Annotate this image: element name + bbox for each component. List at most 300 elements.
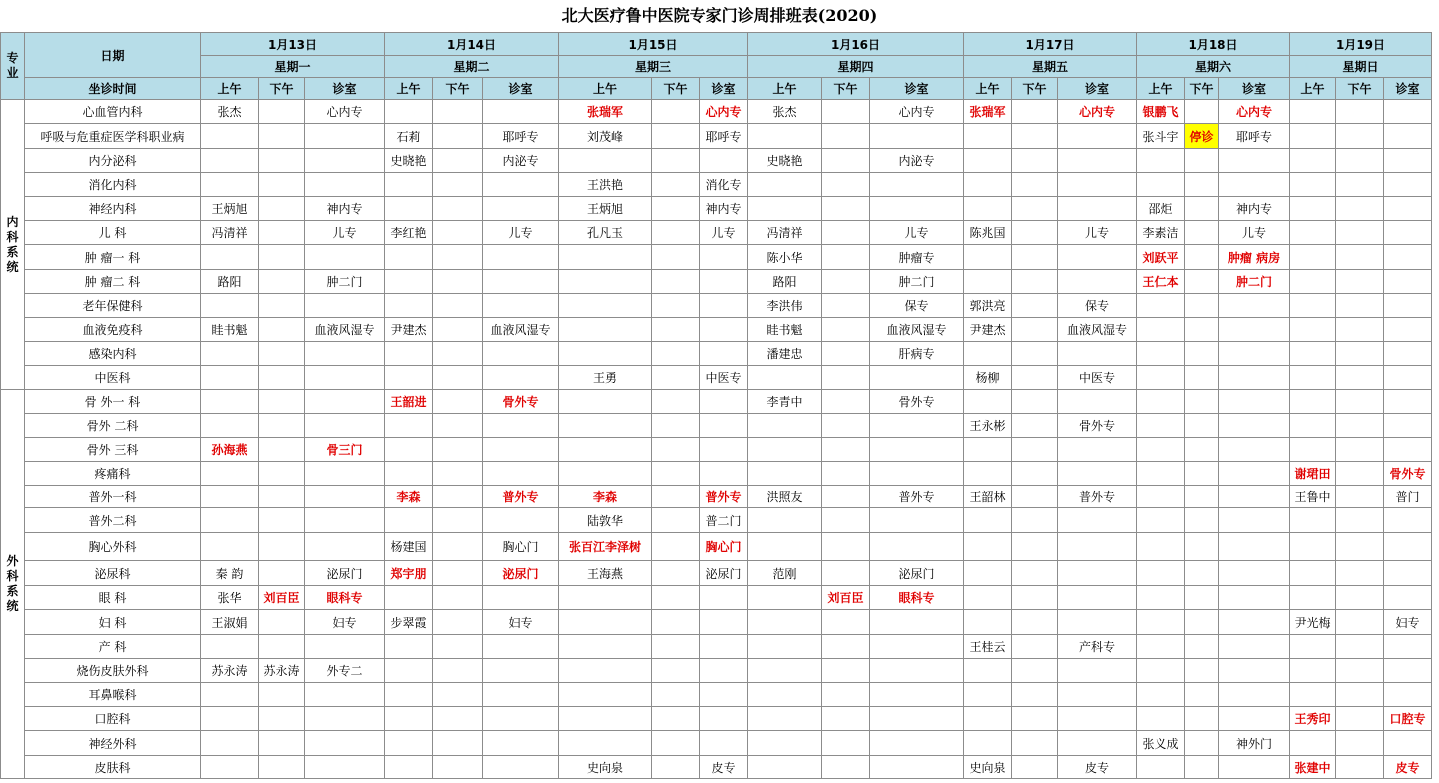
department-cell[interactable]: 疼痛科 bbox=[25, 462, 201, 486]
schedule-cell[interactable] bbox=[1336, 221, 1384, 245]
department-cell[interactable]: 骨 外一 科 bbox=[25, 390, 201, 414]
schedule-cell[interactable] bbox=[1384, 100, 1432, 124]
schedule-cell[interactable] bbox=[201, 508, 259, 533]
schedule-cell[interactable] bbox=[700, 659, 748, 683]
schedule-cell[interactable] bbox=[870, 366, 964, 390]
schedule-cell[interactable] bbox=[748, 124, 822, 149]
schedule-cell[interactable] bbox=[1219, 149, 1290, 173]
schedule-cell[interactable]: 李素洁 bbox=[1137, 221, 1185, 245]
schedule-cell[interactable] bbox=[870, 635, 964, 659]
schedule-cell[interactable]: 皮专 bbox=[1058, 756, 1137, 779]
schedule-cell[interactable]: 胸心门 bbox=[483, 533, 559, 561]
schedule-cell[interactable] bbox=[1058, 533, 1137, 561]
schedule-cell[interactable] bbox=[964, 610, 1012, 635]
schedule-cell[interactable] bbox=[1012, 270, 1058, 294]
schedule-cell[interactable] bbox=[748, 756, 822, 779]
schedule-cell[interactable] bbox=[1137, 414, 1185, 438]
slot-header-cell[interactable]: 诊室 bbox=[700, 78, 748, 100]
date-cell[interactable]: 1月16日 bbox=[748, 33, 964, 56]
schedule-cell[interactable] bbox=[700, 586, 748, 610]
schedule-cell[interactable] bbox=[1384, 221, 1432, 245]
schedule-cell[interactable] bbox=[870, 414, 964, 438]
department-cell[interactable]: 呼吸与危重症医学科职业病 bbox=[25, 124, 201, 149]
time-header[interactable]: 坐诊时间 bbox=[25, 78, 201, 100]
slot-header-cell[interactable]: 下午 bbox=[822, 78, 870, 100]
schedule-cell[interactable] bbox=[385, 294, 433, 318]
schedule-cell[interactable] bbox=[305, 462, 385, 486]
schedule-cell[interactable]: 消化专 bbox=[700, 173, 748, 197]
schedule-cell[interactable] bbox=[652, 270, 700, 294]
schedule-cell[interactable] bbox=[964, 508, 1012, 533]
slot-header-cell[interactable]: 上午 bbox=[1290, 78, 1336, 100]
schedule-cell[interactable] bbox=[870, 438, 964, 462]
slot-header-cell[interactable]: 上午 bbox=[559, 78, 652, 100]
schedule-cell[interactable]: 儿专 bbox=[870, 221, 964, 245]
schedule-cell[interactable] bbox=[259, 683, 305, 707]
schedule-cell[interactable]: 孔凡玉 bbox=[559, 221, 652, 245]
schedule-cell[interactable] bbox=[964, 561, 1012, 586]
schedule-cell[interactable] bbox=[201, 731, 259, 756]
schedule-cell[interactable] bbox=[700, 707, 748, 731]
schedule-cell[interactable] bbox=[433, 683, 483, 707]
schedule-cell[interactable] bbox=[1137, 756, 1185, 779]
schedule-cell[interactable] bbox=[870, 731, 964, 756]
schedule-cell[interactable] bbox=[483, 197, 559, 221]
schedule-cell[interactable] bbox=[305, 486, 385, 508]
schedule-cell[interactable]: 心内专 bbox=[700, 100, 748, 124]
schedule-cell[interactable] bbox=[1219, 683, 1290, 707]
schedule-cell[interactable] bbox=[822, 245, 870, 270]
schedule-cell[interactable] bbox=[259, 270, 305, 294]
schedule-cell[interactable] bbox=[1185, 756, 1219, 779]
schedule-cell[interactable]: 王海燕 bbox=[559, 561, 652, 586]
schedule-cell[interactable] bbox=[305, 533, 385, 561]
schedule-cell[interactable]: 邵炬 bbox=[1137, 197, 1185, 221]
schedule-cell[interactable] bbox=[201, 173, 259, 197]
schedule-cell[interactable] bbox=[259, 533, 305, 561]
schedule-cell[interactable] bbox=[1384, 683, 1432, 707]
schedule-cell[interactable]: 王秀印 bbox=[1290, 707, 1336, 731]
schedule-cell[interactable] bbox=[1137, 438, 1185, 462]
schedule-cell[interactable] bbox=[1336, 756, 1384, 779]
schedule-cell[interactable] bbox=[964, 149, 1012, 173]
schedule-cell[interactable]: 王桂云 bbox=[964, 635, 1012, 659]
schedule-cell[interactable] bbox=[259, 561, 305, 586]
schedule-cell[interactable]: 王勇 bbox=[559, 366, 652, 390]
schedule-cell[interactable]: 谢珺田 bbox=[1290, 462, 1336, 486]
schedule-cell[interactable] bbox=[259, 438, 305, 462]
schedule-cell[interactable] bbox=[1012, 533, 1058, 561]
schedule-cell[interactable] bbox=[1058, 390, 1137, 414]
schedule-cell[interactable] bbox=[1336, 342, 1384, 366]
schedule-cell[interactable] bbox=[700, 635, 748, 659]
schedule-cell[interactable]: 张瑞军 bbox=[559, 100, 652, 124]
schedule-cell[interactable] bbox=[433, 508, 483, 533]
schedule-cell[interactable]: 儿专 bbox=[483, 221, 559, 245]
schedule-cell[interactable] bbox=[1290, 366, 1336, 390]
schedule-cell[interactable] bbox=[1012, 100, 1058, 124]
weekday-cell[interactable]: 星期日 bbox=[1290, 56, 1432, 78]
schedule-cell[interactable]: 心内专 bbox=[1058, 100, 1137, 124]
schedule-cell[interactable] bbox=[483, 756, 559, 779]
schedule-cell[interactable] bbox=[559, 270, 652, 294]
schedule-cell[interactable]: 肿二门 bbox=[870, 270, 964, 294]
schedule-cell[interactable] bbox=[652, 707, 700, 731]
schedule-cell[interactable]: 李森 bbox=[559, 486, 652, 508]
schedule-cell[interactable] bbox=[700, 245, 748, 270]
schedule-cell[interactable] bbox=[1290, 390, 1336, 414]
schedule-cell[interactable] bbox=[483, 414, 559, 438]
schedule-cell[interactable] bbox=[385, 173, 433, 197]
schedule-cell[interactable] bbox=[1336, 245, 1384, 270]
schedule-cell[interactable] bbox=[1012, 561, 1058, 586]
schedule-cell[interactable] bbox=[1012, 438, 1058, 462]
schedule-cell[interactable] bbox=[964, 683, 1012, 707]
weekday-cell[interactable]: 星期二 bbox=[385, 56, 559, 78]
schedule-cell[interactable] bbox=[1219, 508, 1290, 533]
schedule-cell[interactable] bbox=[1185, 508, 1219, 533]
schedule-cell[interactable] bbox=[1336, 124, 1384, 149]
schedule-cell[interactable] bbox=[559, 683, 652, 707]
schedule-cell[interactable] bbox=[305, 508, 385, 533]
schedule-cell[interactable] bbox=[1137, 610, 1185, 635]
schedule-cell[interactable] bbox=[483, 508, 559, 533]
schedule-cell[interactable] bbox=[433, 462, 483, 486]
schedule-cell[interactable] bbox=[433, 731, 483, 756]
schedule-cell[interactable] bbox=[1384, 294, 1432, 318]
group-surgical[interactable]: 外科系统 bbox=[1, 390, 25, 779]
schedule-cell[interactable]: 刘跃平 bbox=[1137, 245, 1185, 270]
schedule-cell[interactable] bbox=[1336, 294, 1384, 318]
schedule-cell[interactable] bbox=[822, 197, 870, 221]
schedule-cell[interactable] bbox=[652, 462, 700, 486]
schedule-cell[interactable] bbox=[259, 508, 305, 533]
schedule-cell[interactable]: 郑宇朋 bbox=[385, 561, 433, 586]
schedule-cell[interactable] bbox=[1336, 366, 1384, 390]
schedule-cell[interactable] bbox=[1012, 508, 1058, 533]
schedule-cell[interactable] bbox=[1336, 561, 1384, 586]
schedule-cell[interactable] bbox=[700, 683, 748, 707]
schedule-cell[interactable] bbox=[1219, 414, 1290, 438]
schedule-cell[interactable] bbox=[822, 173, 870, 197]
schedule-cell[interactable] bbox=[259, 342, 305, 366]
schedule-cell[interactable] bbox=[700, 318, 748, 342]
schedule-cell[interactable]: 张瑞军 bbox=[964, 100, 1012, 124]
schedule-cell[interactable] bbox=[870, 707, 964, 731]
schedule-cell[interactable] bbox=[433, 635, 483, 659]
schedule-cell[interactable] bbox=[1336, 731, 1384, 756]
schedule-cell[interactable] bbox=[1384, 342, 1432, 366]
schedule-cell[interactable] bbox=[1058, 659, 1137, 683]
schedule-cell[interactable]: 儿专 bbox=[700, 221, 748, 245]
schedule-cell[interactable] bbox=[1384, 318, 1432, 342]
schedule-cell[interactable] bbox=[964, 390, 1012, 414]
department-cell[interactable]: 感染内科 bbox=[25, 342, 201, 366]
date-cell[interactable]: 1月17日 bbox=[964, 33, 1137, 56]
schedule-cell[interactable] bbox=[1058, 438, 1137, 462]
slot-header-cell[interactable]: 下午 bbox=[1336, 78, 1384, 100]
schedule-cell[interactable] bbox=[1336, 462, 1384, 486]
schedule-cell[interactable]: 口腔专 bbox=[1384, 707, 1432, 731]
schedule-cell[interactable]: 肝病专 bbox=[870, 342, 964, 366]
schedule-cell[interactable] bbox=[1185, 318, 1219, 342]
weekday-cell[interactable]: 星期三 bbox=[559, 56, 748, 78]
schedule-cell[interactable]: 神内专 bbox=[700, 197, 748, 221]
schedule-cell[interactable] bbox=[1137, 173, 1185, 197]
schedule-cell[interactable] bbox=[652, 533, 700, 561]
schedule-cell[interactable]: 肿二门 bbox=[305, 270, 385, 294]
schedule-cell[interactable] bbox=[1185, 610, 1219, 635]
schedule-cell[interactable] bbox=[201, 462, 259, 486]
schedule-cell[interactable]: 泌尿门 bbox=[870, 561, 964, 586]
schedule-cell[interactable] bbox=[1290, 270, 1336, 294]
schedule-cell[interactable] bbox=[652, 756, 700, 779]
schedule-cell[interactable] bbox=[1219, 294, 1290, 318]
schedule-cell[interactable] bbox=[964, 659, 1012, 683]
schedule-cell[interactable]: 银鹏飞 bbox=[1137, 100, 1185, 124]
schedule-cell[interactable] bbox=[822, 533, 870, 561]
schedule-cell[interactable] bbox=[700, 610, 748, 635]
schedule-cell[interactable] bbox=[1012, 635, 1058, 659]
department-cell[interactable]: 眼 科 bbox=[25, 586, 201, 610]
schedule-cell[interactable] bbox=[1219, 462, 1290, 486]
schedule-cell[interactable]: 王鲁中 bbox=[1290, 486, 1336, 508]
schedule-cell[interactable]: 李红艳 bbox=[385, 221, 433, 245]
schedule-cell[interactable] bbox=[652, 586, 700, 610]
schedule-cell[interactable] bbox=[1137, 462, 1185, 486]
schedule-cell[interactable]: 张杰 bbox=[748, 100, 822, 124]
department-cell[interactable]: 骨外 二科 bbox=[25, 414, 201, 438]
schedule-cell[interactable] bbox=[700, 438, 748, 462]
schedule-cell[interactable] bbox=[1185, 533, 1219, 561]
schedule-cell[interactable] bbox=[870, 462, 964, 486]
schedule-cell[interactable] bbox=[870, 508, 964, 533]
schedule-cell[interactable] bbox=[1058, 197, 1137, 221]
schedule-cell[interactable] bbox=[964, 197, 1012, 221]
schedule-cell[interactable] bbox=[748, 731, 822, 756]
schedule-cell[interactable] bbox=[433, 100, 483, 124]
schedule-cell[interactable] bbox=[1290, 659, 1336, 683]
schedule-cell[interactable] bbox=[1185, 342, 1219, 366]
schedule-cell[interactable]: 停诊 bbox=[1185, 124, 1219, 149]
schedule-cell[interactable]: 张斗宇 bbox=[1137, 124, 1185, 149]
schedule-cell[interactable] bbox=[1336, 486, 1384, 508]
schedule-cell[interactable] bbox=[305, 245, 385, 270]
schedule-cell[interactable] bbox=[1384, 366, 1432, 390]
department-cell[interactable]: 普外二科 bbox=[25, 508, 201, 533]
schedule-cell[interactable] bbox=[433, 270, 483, 294]
schedule-cell[interactable] bbox=[385, 508, 433, 533]
schedule-cell[interactable] bbox=[201, 124, 259, 149]
schedule-cell[interactable] bbox=[483, 683, 559, 707]
schedule-cell[interactable] bbox=[1058, 586, 1137, 610]
schedule-cell[interactable] bbox=[259, 366, 305, 390]
schedule-cell[interactable]: 耶呼专 bbox=[700, 124, 748, 149]
schedule-cell[interactable]: 血液风湿专 bbox=[1058, 318, 1137, 342]
slot-header-cell[interactable]: 下午 bbox=[259, 78, 305, 100]
department-cell[interactable]: 肿 瘤一 科 bbox=[25, 245, 201, 270]
schedule-cell[interactable] bbox=[201, 635, 259, 659]
schedule-cell[interactable]: 中医专 bbox=[1058, 366, 1137, 390]
schedule-cell[interactable] bbox=[870, 197, 964, 221]
schedule-cell[interactable] bbox=[1336, 586, 1384, 610]
schedule-cell[interactable] bbox=[385, 197, 433, 221]
schedule-cell[interactable]: 儿专 bbox=[1058, 221, 1137, 245]
schedule-cell[interactable] bbox=[748, 586, 822, 610]
schedule-cell[interactable]: 胸心门 bbox=[700, 533, 748, 561]
date-header[interactable]: 日期 bbox=[25, 33, 201, 78]
schedule-cell[interactable] bbox=[559, 245, 652, 270]
schedule-cell[interactable] bbox=[1058, 683, 1137, 707]
schedule-cell[interactable] bbox=[1058, 561, 1137, 586]
schedule-cell[interactable]: 骨外专 bbox=[483, 390, 559, 414]
schedule-cell[interactable]: 泌尿门 bbox=[305, 561, 385, 586]
schedule-cell[interactable] bbox=[385, 414, 433, 438]
schedule-cell[interactable] bbox=[652, 731, 700, 756]
schedule-cell[interactable] bbox=[652, 610, 700, 635]
schedule-cell[interactable] bbox=[483, 100, 559, 124]
department-cell[interactable]: 泌尿科 bbox=[25, 561, 201, 586]
schedule-cell[interactable] bbox=[964, 586, 1012, 610]
schedule-cell[interactable] bbox=[748, 414, 822, 438]
schedule-cell[interactable] bbox=[433, 124, 483, 149]
schedule-cell[interactable] bbox=[259, 294, 305, 318]
schedule-cell[interactable]: 骨外专 bbox=[1384, 462, 1432, 486]
schedule-cell[interactable] bbox=[1336, 149, 1384, 173]
schedule-cell[interactable] bbox=[385, 245, 433, 270]
schedule-cell[interactable] bbox=[1137, 533, 1185, 561]
schedule-cell[interactable] bbox=[559, 438, 652, 462]
department-cell[interactable]: 皮肤科 bbox=[25, 756, 201, 779]
schedule-cell[interactable]: 刘百臣 bbox=[259, 586, 305, 610]
schedule-cell[interactable] bbox=[201, 533, 259, 561]
schedule-cell[interactable]: 范刚 bbox=[748, 561, 822, 586]
schedule-cell[interactable]: 王炳旭 bbox=[201, 197, 259, 221]
schedule-cell[interactable] bbox=[700, 390, 748, 414]
schedule-cell[interactable] bbox=[259, 149, 305, 173]
schedule-cell[interactable] bbox=[1012, 462, 1058, 486]
schedule-cell[interactable] bbox=[1137, 149, 1185, 173]
schedule-cell[interactable] bbox=[1336, 533, 1384, 561]
schedule-cell[interactable]: 产科专 bbox=[1058, 635, 1137, 659]
schedule-cell[interactable] bbox=[1336, 683, 1384, 707]
schedule-cell[interactable]: 史向泉 bbox=[559, 756, 652, 779]
schedule-cell[interactable]: 神内专 bbox=[1219, 197, 1290, 221]
schedule-cell[interactable] bbox=[1219, 561, 1290, 586]
schedule-cell[interactable]: 尹建杰 bbox=[385, 318, 433, 342]
schedule-cell[interactable] bbox=[559, 294, 652, 318]
schedule-cell[interactable] bbox=[1185, 486, 1219, 508]
schedule-cell[interactable]: 张华 bbox=[201, 586, 259, 610]
date-cell[interactable]: 1月13日 bbox=[201, 33, 385, 56]
schedule-cell[interactable] bbox=[1058, 342, 1137, 366]
schedule-cell[interactable]: 刘百臣 bbox=[822, 586, 870, 610]
slot-header-cell[interactable]: 上午 bbox=[385, 78, 433, 100]
schedule-cell[interactable] bbox=[1290, 438, 1336, 462]
schedule-cell[interactable] bbox=[259, 731, 305, 756]
schedule-cell[interactable] bbox=[870, 659, 964, 683]
schedule-cell[interactable] bbox=[1185, 731, 1219, 756]
schedule-cell[interactable] bbox=[1336, 173, 1384, 197]
schedule-cell[interactable] bbox=[1012, 221, 1058, 245]
schedule-cell[interactable] bbox=[700, 149, 748, 173]
schedule-cell[interactable] bbox=[964, 731, 1012, 756]
schedule-cell[interactable] bbox=[652, 414, 700, 438]
schedule-cell[interactable] bbox=[1219, 635, 1290, 659]
schedule-cell[interactable]: 内泌专 bbox=[870, 149, 964, 173]
schedule-cell[interactable] bbox=[259, 707, 305, 731]
schedule-cell[interactable] bbox=[1336, 197, 1384, 221]
department-cell[interactable]: 耳鼻喉科 bbox=[25, 683, 201, 707]
schedule-cell[interactable] bbox=[1290, 149, 1336, 173]
schedule-cell[interactable] bbox=[1384, 270, 1432, 294]
schedule-cell[interactable] bbox=[385, 731, 433, 756]
schedule-cell[interactable] bbox=[433, 245, 483, 270]
schedule-cell[interactable] bbox=[1012, 149, 1058, 173]
schedule-cell[interactable]: 儿专 bbox=[1219, 221, 1290, 245]
schedule-cell[interactable]: 儿专 bbox=[305, 221, 385, 245]
schedule-cell[interactable] bbox=[1384, 438, 1432, 462]
schedule-cell[interactable] bbox=[1384, 659, 1432, 683]
slot-header-cell[interactable]: 诊室 bbox=[870, 78, 964, 100]
schedule-cell[interactable] bbox=[822, 561, 870, 586]
schedule-cell[interactable] bbox=[1012, 318, 1058, 342]
schedule-cell[interactable] bbox=[1185, 586, 1219, 610]
schedule-cell[interactable] bbox=[1290, 561, 1336, 586]
schedule-cell[interactable] bbox=[1219, 486, 1290, 508]
schedule-cell[interactable] bbox=[748, 438, 822, 462]
schedule-cell[interactable] bbox=[1219, 342, 1290, 366]
department-cell[interactable]: 口腔科 bbox=[25, 707, 201, 731]
schedule-cell[interactable] bbox=[1012, 707, 1058, 731]
schedule-cell[interactable] bbox=[822, 707, 870, 731]
schedule-cell[interactable]: 尹建杰 bbox=[964, 318, 1012, 342]
schedule-cell[interactable] bbox=[1185, 707, 1219, 731]
schedule-cell[interactable]: 妇专 bbox=[305, 610, 385, 635]
schedule-cell[interactable] bbox=[652, 100, 700, 124]
schedule-cell[interactable] bbox=[1012, 414, 1058, 438]
schedule-cell[interactable]: 史晓艳 bbox=[748, 149, 822, 173]
schedule-cell[interactable] bbox=[433, 659, 483, 683]
schedule-cell[interactable] bbox=[1185, 414, 1219, 438]
schedule-cell[interactable] bbox=[700, 342, 748, 366]
schedule-cell[interactable]: 石莉 bbox=[385, 124, 433, 149]
weekday-cell[interactable]: 星期五 bbox=[964, 56, 1137, 78]
department-cell[interactable]: 胸心外科 bbox=[25, 533, 201, 561]
schedule-cell[interactable] bbox=[1058, 508, 1137, 533]
schedule-cell[interactable] bbox=[1185, 438, 1219, 462]
department-cell[interactable]: 血液免疫科 bbox=[25, 318, 201, 342]
schedule-cell[interactable] bbox=[1012, 124, 1058, 149]
schedule-cell[interactable] bbox=[748, 366, 822, 390]
schedule-cell[interactable] bbox=[822, 414, 870, 438]
slot-header-cell[interactable]: 下午 bbox=[1012, 78, 1058, 100]
weekday-cell[interactable]: 星期六 bbox=[1137, 56, 1290, 78]
schedule-cell[interactable]: 李洪伟 bbox=[748, 294, 822, 318]
schedule-cell[interactable] bbox=[201, 294, 259, 318]
schedule-cell[interactable] bbox=[1384, 414, 1432, 438]
schedule-cell[interactable] bbox=[1219, 586, 1290, 610]
schedule-cell[interactable] bbox=[1336, 270, 1384, 294]
schedule-cell[interactable] bbox=[1137, 486, 1185, 508]
schedule-cell[interactable] bbox=[1185, 100, 1219, 124]
schedule-cell[interactable] bbox=[1290, 221, 1336, 245]
schedule-cell[interactable] bbox=[822, 508, 870, 533]
schedule-cell[interactable] bbox=[201, 414, 259, 438]
schedule-cell[interactable] bbox=[822, 756, 870, 779]
schedule-cell[interactable] bbox=[1384, 197, 1432, 221]
schedule-cell[interactable] bbox=[483, 438, 559, 462]
